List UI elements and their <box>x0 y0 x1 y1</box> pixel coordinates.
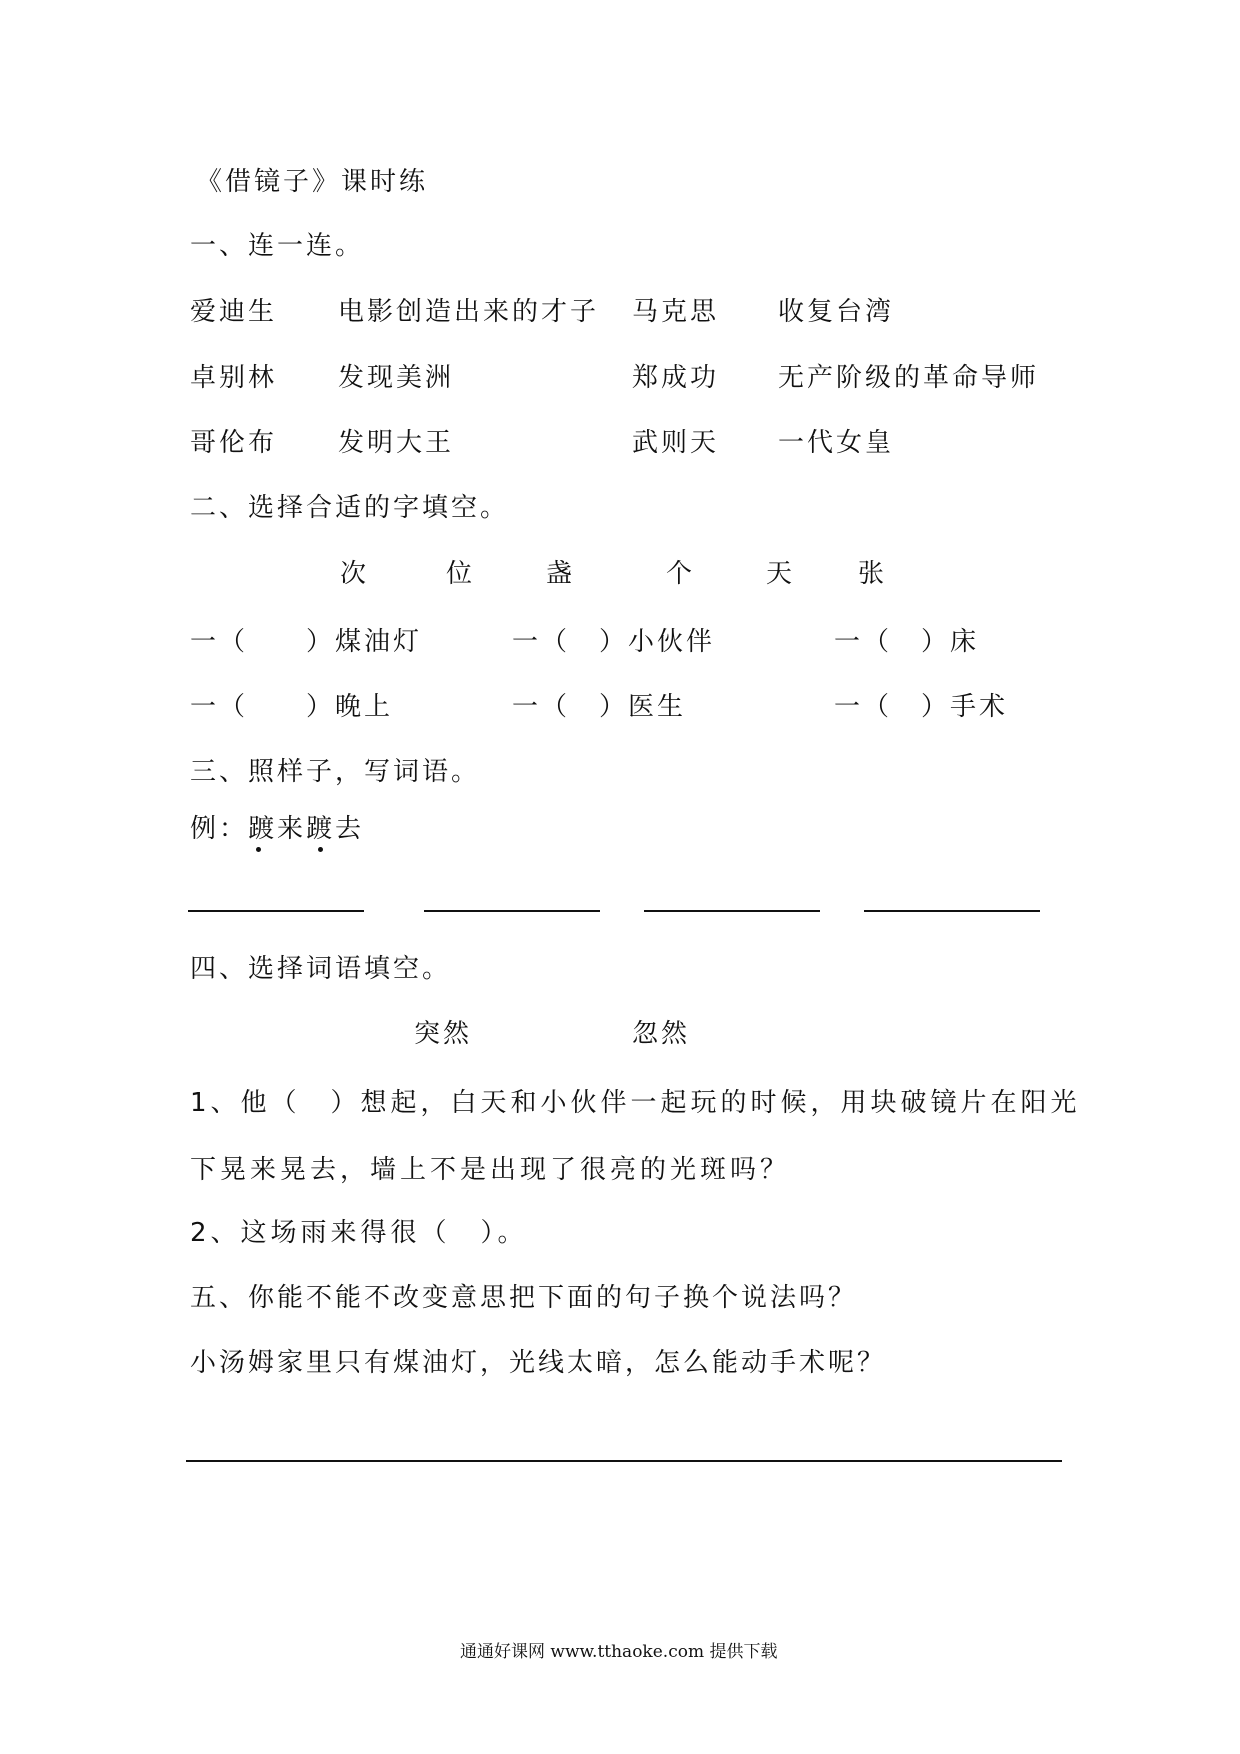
section4-heading: 四、选择词语填空。 <box>190 954 452 984</box>
section5-heading: 五、你能不能不改变意思把下面的句子换个说法吗？ <box>190 1283 858 1313</box>
example-line <box>190 812 364 846</box>
choice-word: 突然 <box>414 1019 473 1049</box>
fill-blank-item: 一（ ）床 <box>834 627 980 657</box>
rewrite-sentence: 小汤姆家里只有煤油灯，光线太暗，怎么能动手术呢？ <box>190 1348 887 1378</box>
fill-blank-item: 一（ ）晚上 <box>190 692 394 722</box>
question-2: 2、这场雨来得很（ ）。 <box>190 1218 528 1248</box>
match-right-person-3: 武则天 <box>632 428 720 458</box>
choice-word: 忽然 <box>632 1019 691 1049</box>
choice-word: 位 <box>446 559 476 589</box>
match-left-desc-2: 发现美洲 <box>338 363 455 393</box>
question-1-line-1: 1、他（ ）想起，白天和小伙伴一起玩的时候，用块破镜片在阳光 <box>190 1088 1081 1118</box>
question-1-line-2: 下晃来晃去，墙上不是出现了很亮的光斑吗？ <box>190 1155 791 1185</box>
answer-line[interactable] <box>186 1460 1062 1462</box>
fill-blank-item: 一（ ）煤油灯 <box>190 627 423 657</box>
answer-line[interactable] <box>644 910 820 912</box>
match-left-person-2: 卓别林 <box>190 363 278 393</box>
section2-heading: 二、选择合适的字填空。 <box>190 493 510 523</box>
section1-heading: 一、连一连。 <box>190 231 365 261</box>
choice-word: 次 <box>340 559 370 589</box>
match-left-person-1: 爱迪生 <box>190 297 278 327</box>
match-right-desc-3: 一代女皇 <box>778 428 895 458</box>
emphasis-dot <box>256 847 261 852</box>
fill-blank-item: 一（ ）医生 <box>512 692 687 722</box>
page-title: 《借镜子》课时练 <box>196 167 429 197</box>
example-word: 踱来踱去 <box>248 812 364 846</box>
choice-word: 天 <box>766 559 796 589</box>
answer-line[interactable] <box>188 910 364 912</box>
choice-word: 张 <box>858 559 888 589</box>
example-label: 例： <box>190 814 249 844</box>
match-right-person-1: 马克思 <box>632 297 720 327</box>
section3-heading: 三、照样子，写词语。 <box>190 757 481 787</box>
fill-blank-item: 一（ ）手术 <box>834 692 1009 722</box>
footer-credit: 通通好课网 www.tthaoke.com 提供下载 <box>460 1642 778 1662</box>
match-right-desc-2: 无产阶级的革命导师 <box>778 363 1040 393</box>
fill-blank-item: 一（ ）小伙伴 <box>512 627 716 657</box>
match-left-desc-1: 电影创造出来的才子 <box>338 297 600 327</box>
match-left-desc-3: 发明大王 <box>338 428 455 458</box>
emphasis-dot <box>318 847 323 852</box>
answer-line[interactable] <box>424 910 600 912</box>
match-right-desc-1: 收复台湾 <box>778 297 895 327</box>
choice-word: 个 <box>666 559 696 589</box>
choice-word: 盏 <box>546 559 576 589</box>
answer-line[interactable] <box>864 910 1040 912</box>
match-left-person-3: 哥伦布 <box>190 428 278 458</box>
match-right-person-2: 郑成功 <box>632 363 720 393</box>
